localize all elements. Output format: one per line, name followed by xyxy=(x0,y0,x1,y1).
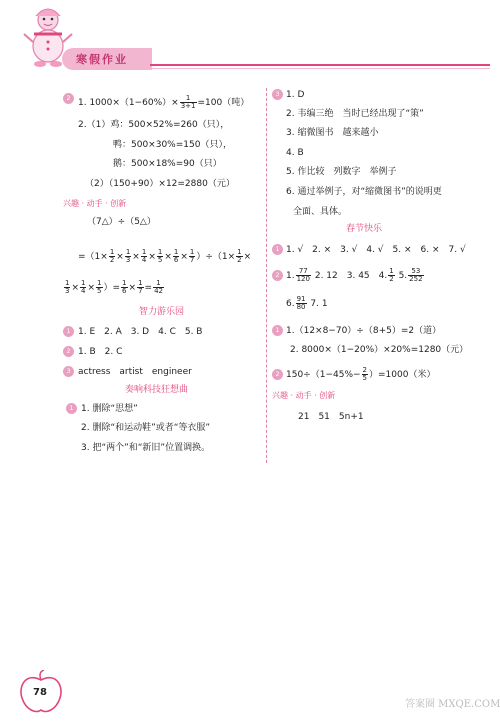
answer-line: 1. B 2. C xyxy=(78,347,123,357)
header-rule-thin xyxy=(150,68,490,69)
fraction: $\frac{1}{3+1}$ xyxy=(180,94,196,110)
answer-line: 1. E 2. A 3. D 4. C 5. B xyxy=(78,327,203,337)
answer-line: 6. $\frac{91}{80}$ 7. 1 xyxy=(286,295,328,311)
section-title: 智力游乐园 xyxy=(139,307,185,317)
question-badge-icon: 1 xyxy=(66,403,77,414)
answer-line: 1.（12×8−70）÷（8+5）=2（道） xyxy=(286,326,442,336)
header-rule xyxy=(150,64,490,66)
question-badge-icon: 1 xyxy=(272,244,283,255)
question-badge-icon: 3 xyxy=(63,366,74,377)
section-label: 兴趣 · 动手 · 创新 xyxy=(63,199,127,208)
answer-line: 鹅：500×18%=90（只） xyxy=(113,159,222,169)
question-badge-icon: 1 xyxy=(272,325,283,336)
question-badge-icon: 2 xyxy=(63,346,74,357)
answer-line: 1. √ 2. × 3. √ 4. √ 5. × 6. × 7. √ xyxy=(286,245,466,255)
answer-line: 1. 删除“思想” xyxy=(81,404,138,414)
answer-line: 2.（1）鸡：500×52%=260（只）， xyxy=(78,120,230,130)
answer-line xyxy=(78,95,249,110)
answer-text: =100（吨） xyxy=(197,98,250,108)
equation-line: =（1× $\frac{1}{2}$ × $\frac{1}{3}$ × $\frac{1}{4}$ × $\frac{1}{5}$ × $\frac{1}{6}$ × $\frac{1}{7}$ ）÷（1× $\frac{1}{2}$ × xyxy=(78,248,252,264)
section-title: 奏响科技狂想曲 xyxy=(125,385,189,395)
answer-line: 2. 8000×（1−20%）×20%=1280（元） xyxy=(290,345,469,355)
question-badge-icon: 2 xyxy=(272,270,283,281)
header-title: 寒假作业 xyxy=(76,53,128,66)
question-badge-icon: 1 xyxy=(63,326,74,337)
answer-line: 150÷（1−45%− $\frac{2}{5}$ ）=1000（米） xyxy=(286,366,436,382)
answer-line: 1. D xyxy=(286,90,305,100)
answer-line: 6. 通过举例子，对“缩微图书”的说明更 xyxy=(286,187,442,197)
question-badge-icon: 3 xyxy=(272,89,283,100)
answer-line: 2. 韦编三绝 当时已经出现了“策” xyxy=(286,109,424,119)
answer-line: actress artist engineer xyxy=(78,367,192,377)
answer-text: 1. 1000×（1−60%）× xyxy=(78,98,179,108)
section-title: 春节快乐 xyxy=(346,224,383,234)
answer-line: 3. 缩微图书 越来越小 xyxy=(286,128,379,138)
answer-line: 21 51 5n+1 xyxy=(298,412,364,422)
answer-line: 4. B xyxy=(286,148,304,158)
question-badge-icon: 2 xyxy=(272,369,283,380)
answer-line: （7△）÷（5△） xyxy=(87,217,156,227)
watermark: 答案圈 MXQE.COM xyxy=(405,699,500,710)
page-number: 78 xyxy=(33,687,47,698)
answer-line: 全面、具体。 xyxy=(293,207,348,217)
answer-line: 3. 把“两个”和“新旧”位置调换。 xyxy=(81,443,211,453)
column-divider xyxy=(266,88,267,463)
answer-line: 1. $\frac{77}{120}$ 2. 12 3. 45 4. $\frac{1}{2}$ 5. $\frac{53}{252}$ xyxy=(286,267,423,283)
answer-line: 2. 删除“和运动鞋”或者“等衣服” xyxy=(81,423,211,433)
answer-line: 5. 作比较 列数字 举例子 xyxy=(286,167,397,177)
answer-line: （2）（150+90）×12=2880（元） xyxy=(85,179,235,189)
question-badge-icon: 2 xyxy=(63,93,74,104)
answer-line: 鸭：500×30%=150（只）， xyxy=(113,140,232,150)
section-label: 兴趣 · 动手 · 创新 xyxy=(272,391,336,400)
equation-line: $\frac{1}{3}$ × $\frac{1}{4}$ × $\frac{1}{5}$ ）= $\frac{1}{6}$ × $\frac{1}{7}$ = $\frac{1}{42}$ xyxy=(65,279,163,295)
